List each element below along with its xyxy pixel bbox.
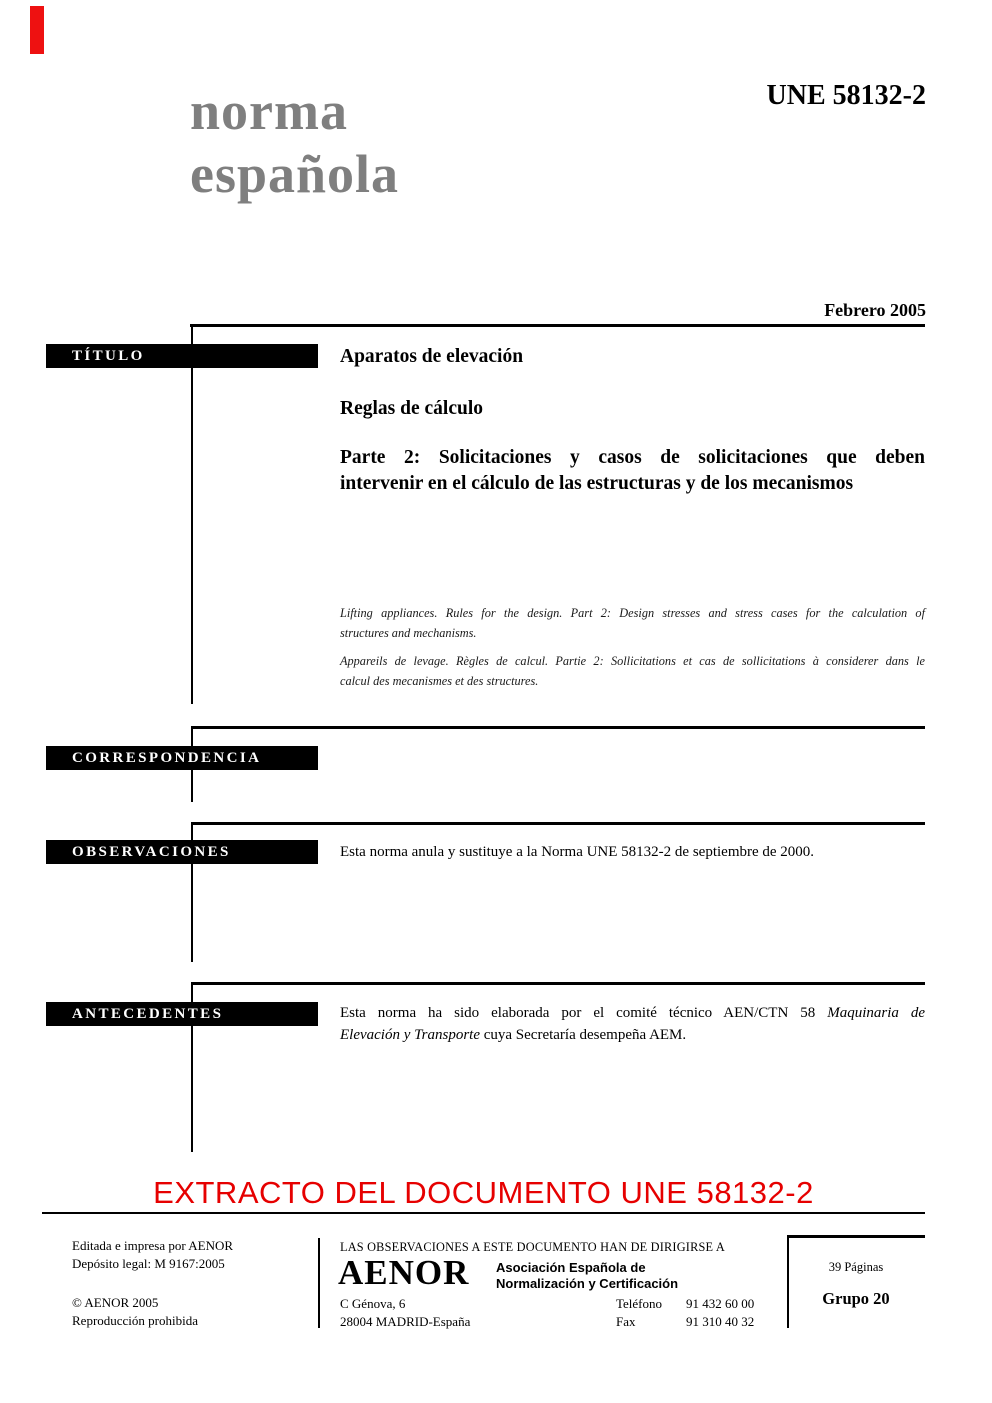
brand-line2: española	[190, 144, 400, 204]
title-line1: Aparatos de elevación	[340, 346, 524, 367]
antecedentes-line1	[340, 1002, 925, 1024]
aenor-org-line2: Normalización y Certificación	[496, 1275, 679, 1291]
footer-divider-right	[787, 1238, 789, 1328]
footer-phone-value: 91 432 60 00	[686, 1296, 755, 1311]
french-abstract-line1: Appareils de levage. Règles de calcul. Partie 2: Sollicitations et cas de sollicitations à considerer dans le	[340, 654, 925, 668]
english-abstract-line1: Lifting appliances. Rules for the design. Part 2: Design stresses and stress cases for the calculation of	[340, 606, 925, 620]
footer-fax-value: 91 310 40 32	[686, 1314, 755, 1329]
rule-correspondencia	[192, 726, 925, 729]
footer-copyright-line2: Reproducción prohibida	[72, 1313, 198, 1328]
aenor-logo: AENOR	[338, 1253, 470, 1292]
english-abstract-line2: structures and mechanisms.	[340, 625, 477, 640]
footer-notice: LAS OBSERVACIONES A ESTE DOCUMENTO HAN DE DIRIGIRSE A	[340, 1240, 725, 1254]
aenor-org-line1: Asociación Española de	[496, 1260, 646, 1275]
french-abstract-line2: calcul des mecanismes et des structures.	[340, 673, 539, 688]
antecedentes-text	[340, 1002, 925, 1046]
antecedentes-line2	[340, 1024, 925, 1046]
footer-address-line1: C Génova, 6	[340, 1296, 406, 1311]
extract-banner: EXTRACTO DEL DOCUMENTO UNE 58132-2	[153, 1175, 814, 1210]
brand-line1: norma	[190, 81, 348, 141]
title-part2-line2: intervenir en el cálculo de las estructuras y de los mecanismos	[340, 473, 854, 494]
english-abstract	[340, 604, 925, 643]
title-line2: Reglas de cálculo	[340, 398, 483, 419]
observaciones-text: Esta norma anula y sustituye a la Norma UNE 58132-2 de septiembre de 2000.	[340, 844, 815, 860]
rule-under-date	[190, 324, 925, 327]
group-cell-top-rule	[787, 1235, 925, 1238]
section-bar-titulo: TÍTULO	[46, 344, 318, 368]
publication-date: Febrero 2005	[824, 300, 926, 320]
standard-code: UNE 58132-2	[766, 80, 926, 111]
antecedentes-line1-regular: Esta norma ha sido elaborada por el comité técnico AEN/CTN 58	[340, 1005, 816, 1021]
footer-pages: 39 Páginas	[828, 1260, 884, 1274]
rule-observaciones	[192, 822, 925, 825]
footer-divider-left	[318, 1238, 320, 1328]
section-bar-correspondencia: CORRESPONDENCIA	[46, 746, 318, 770]
section-bar-antecedentes: ANTECEDENTES	[46, 1002, 318, 1026]
aenor-org-name	[496, 1260, 678, 1291]
rule-antecedentes	[192, 982, 925, 985]
antecedentes-line1-italic: Maquinaria de	[827, 1005, 926, 1021]
footer-fax-label: Fax	[616, 1314, 636, 1329]
footer-group: Grupo 20	[822, 1289, 890, 1308]
antecedentes-line2-italic: Elevación y Transporte	[340, 1027, 480, 1043]
footer-top-rule	[42, 1212, 925, 1214]
footer-copyright-line1: © AENOR 2005	[72, 1295, 159, 1310]
footer-edited-line2: Depósito legal: M 9167:2005	[72, 1256, 225, 1271]
red-marker	[30, 6, 44, 54]
footer-phone-label: Teléfono	[616, 1296, 663, 1311]
footer-address-line2: 28004 MADRID-España	[340, 1314, 471, 1329]
vertical-rule-titulo	[191, 324, 193, 704]
title-part2-line1: Parte 2: Solicitaciones y casos de solicitaciones que deben	[340, 447, 925, 468]
footer-edited-line1: Editada e impresa por AENOR	[72, 1238, 234, 1253]
french-abstract	[340, 652, 925, 691]
section-bar-observaciones: OBSERVACIONES	[46, 840, 318, 864]
brand-title	[190, 80, 399, 206]
title-part2	[340, 445, 925, 497]
antecedentes-line2-regular: cuya Secretaría desempeña AEM.	[483, 1027, 687, 1043]
